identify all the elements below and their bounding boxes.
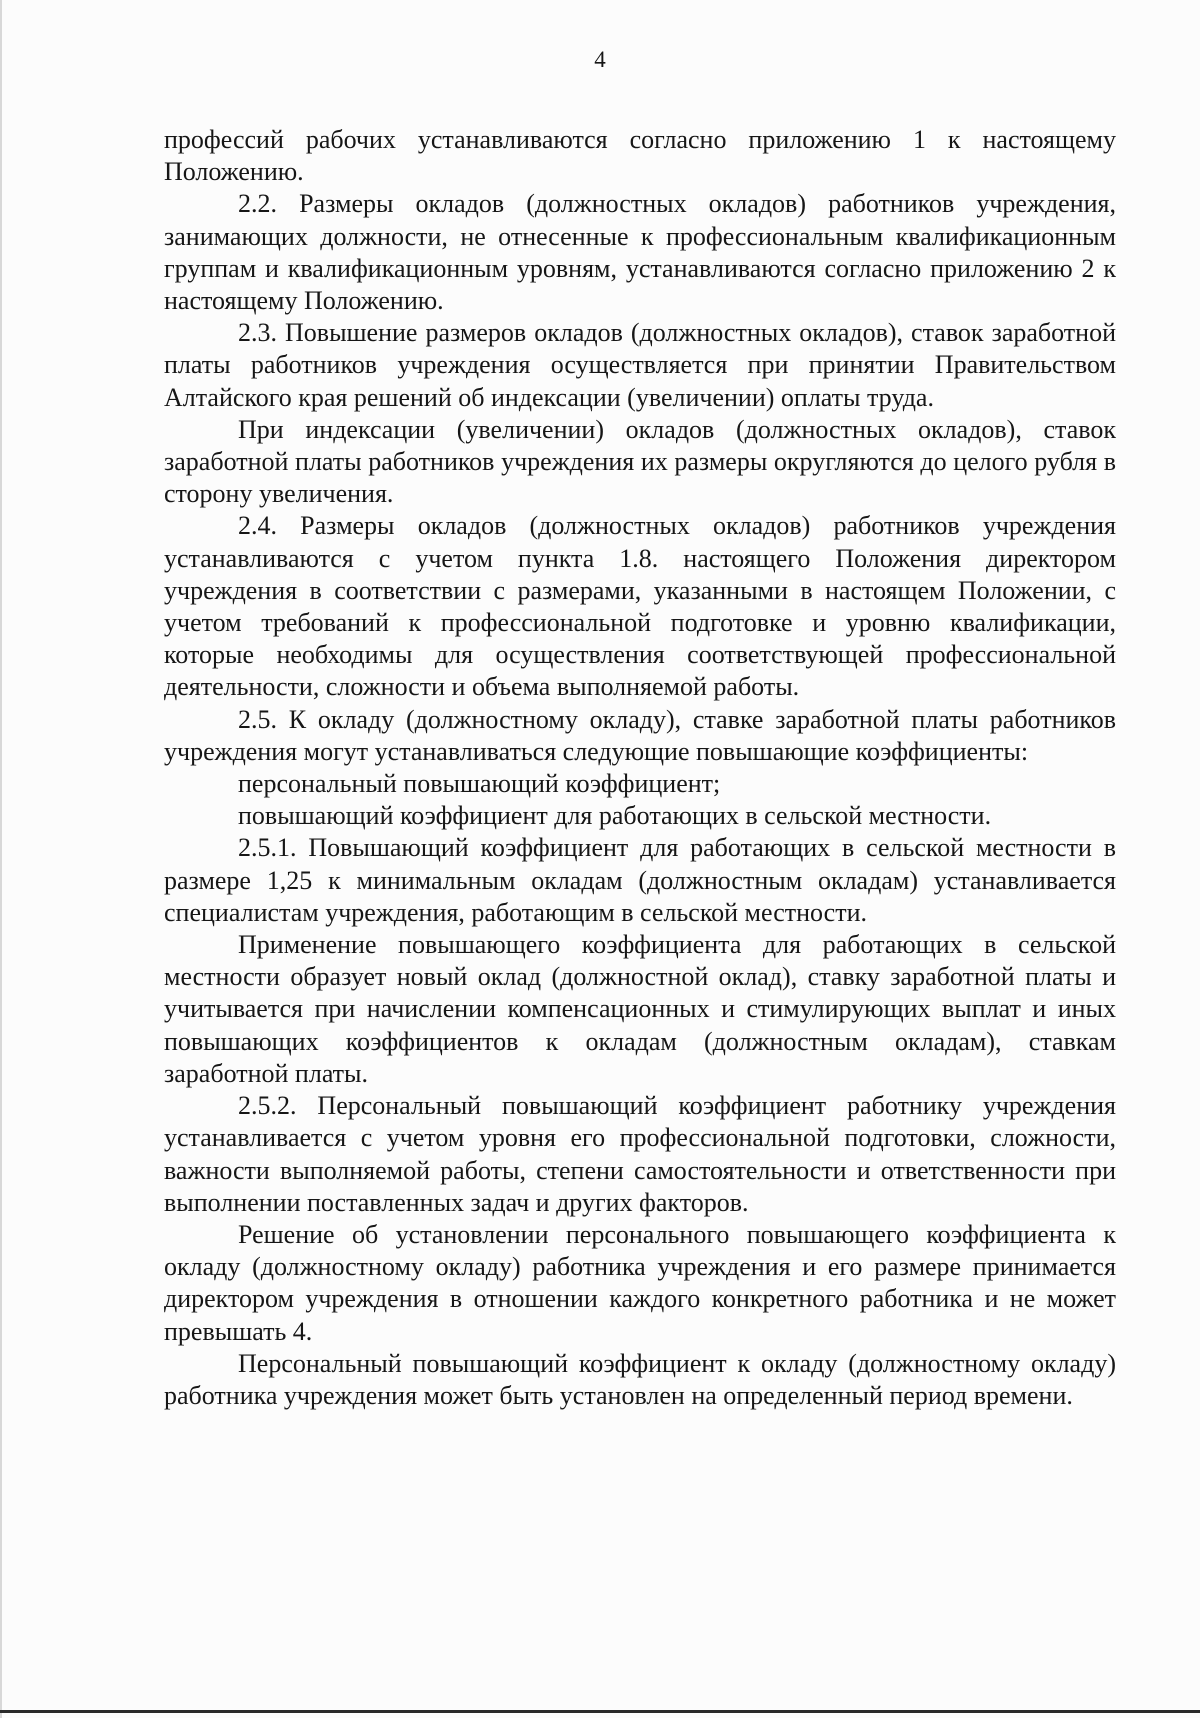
paragraph-2-3: 2.3. Повышение размеров окладов (должностных окладов), ставок заработной платы работников учреждения осуществляется при принятии Правительством Алтайского края решений об индексации (увеличении) оплаты труда. [164,318,1116,412]
paragraph-2-5-2: 2.5.2. Персональный повышающий коэффициент работнику учреждения устанавливается с учетом уровня его профессиональной подготовки, сложности, важности выполняемой работы, степени самостоятельности и ответственности при выполнении поставленных задач и других факторов. [164,1091,1116,1217]
list-item-rural-coefficient: повышающий коэффициент для работающих в сельской местности. [238,801,992,831]
paragraph-2-2: 2.2. Размеры окладов (должностных окладов) работников учреждения, занимающих должности, не отнесенные к профессиональным квалификационным группам и квалификационным уровням, устанавливаются согласно приложению 2 к настоящему Положению. [164,189,1116,316]
paragraph-2-5-1: 2.5.1. Повышающий коэффициент для работающих в сельской местности в размере 1,25 к минимальным окладам (должностным окладам) устанавливается специалистам учреждения, работающим в сельской местности. [164,833,1116,927]
paragraph-rural-application: Применение повышающего коэффициента для работающих в сельской местности образует новый оклад (должностной оклад), ставку заработной платы и учитывается при начислении компенсационных и стимулирующих выплат и иных повышающих коэффициентов к окладам (должностным окладам), ставкам заработной платы. [164,930,1116,1088]
paragraph-indexation: При индексации (увеличении) окладов (должностных окладов), ставок заработной платы работников учреждения их размеры округляются до целого рубля в сторону увеличения. [164,414,1116,509]
page-number: 4 [594,47,606,72]
paragraph-2-4: 2.4. Размеры окладов (должностных окладов) работников учреждения устанавливаются с учетом пункта 1.8. настоящего Положения директором учреждения в соответствии с размерами, указанными в настоящем Положении, с учетом требований к профессиональной подготовке и уровню квалификации, которые необходимы для осуществления соответствующей профессиональной деятельности, сложности и объема выполняемой работы. [164,511,1116,702]
paragraph-personal-period: Персональный повышающий коэффициент к окладу (должностному окладу) работника учреждения может быть установлен на определенный период времени. [164,1348,1116,1410]
paragraph-personal-decision: Решение об установлении персонального повышающего коэффициента к окладу (должностному окладу) работника учреждения и его размере принимается директором учреждения в отношении каждого конкретного работника и не может превышать 4. [164,1219,1116,1346]
scan-bottom-line [0,1710,1200,1713]
paragraph-2-5: 2.5. К окладу (должностному окладу), ставке заработной платы работников учреждения могут устанавливаться следующие повышающие коэффициенты: [164,704,1116,766]
list-item-personal-coefficient: персональный повышающий коэффициент; [238,769,721,799]
document-body [164,124,1116,1412]
paragraph-continuation: профессий рабочих устанавливаются согласно приложению 1 к настоящему Положению. [164,125,1116,187]
scan-left-edge [0,0,2,1718]
